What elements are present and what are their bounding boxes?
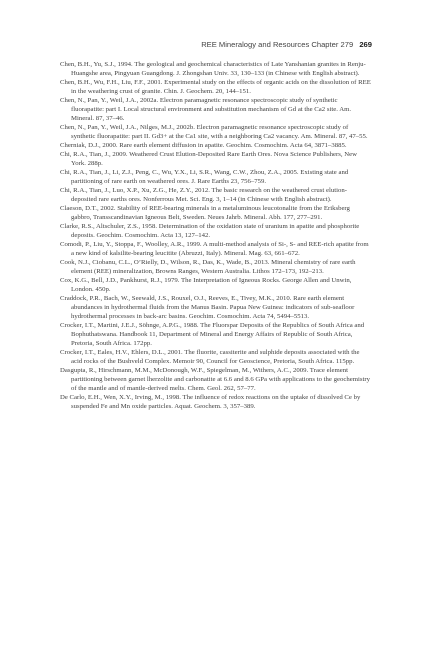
reference-list bbox=[60, 60, 372, 411]
reference-item: Chen, N., Pan, Y., Weil, J.A., Nilges, M.J., 2002b. Electron paramagnetic resonance spectroscopic study of synthetic fluorapatite: part II. Gd3+ at the Ca1 site, with a neighboring Ca2 vacancy. Am. Mineral. 87, 47–55. bbox=[60, 124, 368, 140]
reference-item: Clarke, R.S., Altschuler, Z.S., 1958. Determination of the oxidation state of uranium in apatite and phosphorite deposits. Geochim. Cosmochim. Acta 13, 127–142. bbox=[60, 223, 360, 239]
chapter-label: Chapter bbox=[311, 40, 339, 49]
reference-item: Chen, N., Pan, Y., Weil, J.A., 2002a. Electron paramagnetic resonance spectroscopic study of synthetic fluorapatite: part I. Local structural environment and substitution mechanism of Gd at the Ca2 site. Am. Mineral. 87, 37–46. bbox=[60, 97, 352, 122]
running-header bbox=[201, 40, 372, 50]
reference-item: Chi, R.A., Tian, J., 2009. Weathered Crust Elution-Deposited Rare Earth Ores. Nova Science Publishers, New York. 288p. bbox=[60, 151, 358, 167]
reference-item: Crocker, I.T., Martini, J.E.J., Söhnge, A.P.G., 1988. The Fluorspar Deposits of the Republics of South Africa and Bophuthatswana. Handbook 11, Department of Mineral and Energy Affairs of Republic of South Africa, Pretoria, South Africa. 172pp. bbox=[60, 322, 365, 347]
page-number: 269 bbox=[359, 40, 372, 49]
reference-item: Dasgupta, R., Hirschmann, M.M., McDonough, W.F., Spiegelman, M., Withers, A.C., 2009. Trace element partitioning between garnet lherzolite and carbonatite at 6.6 and 8.6 GPa with applications to the geochemistry of the mantle and of mantle-derived melts. Chem. Geol. 262, 57–77. bbox=[60, 367, 370, 392]
reference-item: Claeson, D.T., 2002. Stability of REE-bearing minerals in a metaluminous leucotonalite from the Eriksberg gabbro, Transscandinavian Igneous Belt, Sweden. Neues Jahrb. Mineral. Abh. 177, 277–291. bbox=[60, 205, 350, 221]
reference-item: De Carlo, E.H., Wen, X.Y., Irving, M., 1998. The influence of redox reactions on the uptake of dissolved Ce by suspended Fe and Mn oxide particles. Aquat. Geochem. 3, 357–389. bbox=[60, 394, 361, 410]
chapter-number: 279 bbox=[340, 40, 354, 49]
reference-item: Cherniak, D.J., 2000. Rare earth element diffusion in apatite. Geochim. Cosmochim. Acta 64, 3871–3885. bbox=[60, 142, 347, 149]
reference-item: Cox, K.G., Bell, J.D., Pankhurst, R.J., 1979. The Interpretation of Igneous Rocks. George Allen and Unwin, London. 450p. bbox=[60, 277, 352, 293]
book-title: REE Mineralogy and Resources bbox=[201, 40, 310, 49]
reference-item: Chen, B.H., Yu, S.J., 1994. The geological and geochemical characteristics of Late Yanshanian granites in Renju-Huangshe area, Pingyuan Guangdong. J. Zhongshan Univ. 33, 130–133 (in Chinese with English abstract). bbox=[60, 61, 366, 77]
reference-item: Cook, N.J., Ciobanu, C.L., O’Rielly, D., Wilson, R., Das, K., Wade, B., 2013. Mineral chemistry of rare earth element (REE) mineralization, Browns Ranges, Western Australia. Lithos 172–173, 192–213. bbox=[60, 259, 356, 275]
reference-item: Chi, R.A., Tian, J., Li, Z.J., Peng, C., Wu, Y.X., Li, S.R., Wang, C.W., Zhou, Z.A., 2005. Existing state and partitioning of rare earth on weathered ores. J. Rare Earths 23, 756–759. bbox=[60, 169, 349, 185]
reference-item: Craddock, P.R., Bach, W., Seewald, J.S., Rouxel, O.J., Reeves, E., Tivey, M.K., 2010. Rare earth element abundances in hydrothermal fluids from the Manus Basin. Papua New Guinea: indicators of sub-seafloor hydrothermal processes in back-arc basins. Geochim. Cosmochim. Acta 74, 5494–5513. bbox=[60, 295, 355, 320]
reference-item: Comodi, P., Liu, Y., Stoppa, F., Woolley, A.R., 1999. A multi-method analysis of Si-, S- and REE-rich apatite from a new kind of kalsilite-bearing leucitite (Abruzzi, Italy). Mineral. Mag. 63, 661–672. bbox=[60, 241, 369, 257]
reference-item: Chi, R.A., Tian, J., Luo, X.P., Xu, Z.G., He, Z.Y., 2012. The basic research on the weathered crust elution-deposited rare earths ores. Nonferrous Met. Sci. Eng. 3, 1–14 (in Chinese with English abstract). bbox=[60, 187, 347, 203]
reference-item: Chen, B.H., Wu, F.H., Liu, F.F., 2001. Experimental study on the effects of organic acids on the dissolution of REE in the weathering crust of granite. Chin. J. Geochem. 20, 144–151. bbox=[60, 79, 371, 95]
reference-item: Crocker, I.T., Eales, H.V., Ehlers, D.L., 2001. The fluorite, cassiterite and sulphide deposits associated with the acid rocks of the Bushveld Complex. Memoir 90, Council for Geoscience, Pretoria, South Africa. 115pp. bbox=[60, 349, 360, 365]
